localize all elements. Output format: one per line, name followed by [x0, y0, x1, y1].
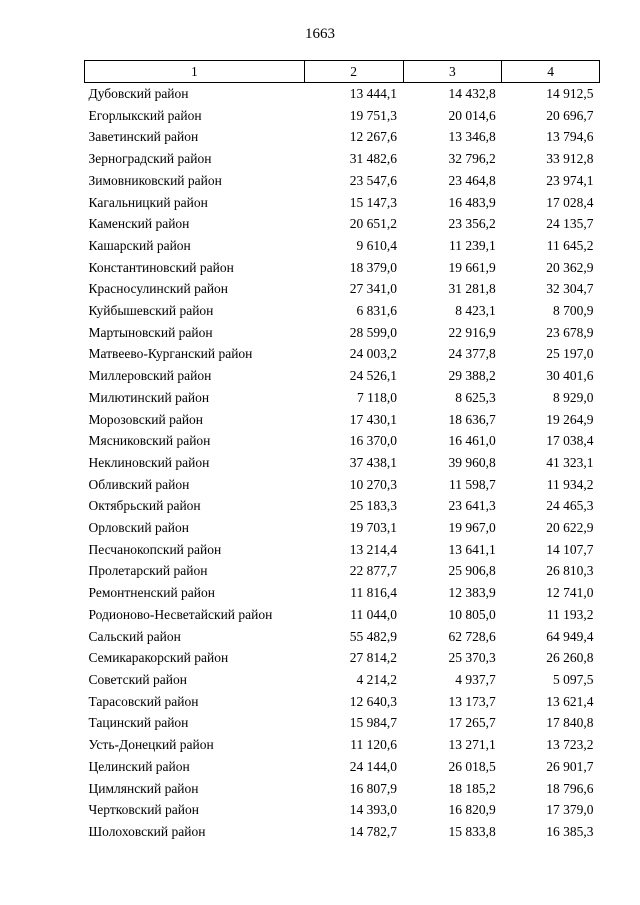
value-cell: 19 751,3	[349, 107, 398, 123]
table-header-row	[85, 61, 600, 83]
value-cell: 31 281,8	[448, 281, 496, 297]
data-table	[84, 60, 600, 843]
value-cell: 8 929,0	[553, 389, 594, 405]
district-name-cell: Заветинский район	[88, 129, 199, 145]
table-row	[85, 430, 600, 452]
value-cell: 14 107,7	[546, 541, 594, 557]
district-name-cell: Дубовский район	[88, 86, 189, 101]
value-cell: 20 651,2	[349, 216, 398, 232]
district-name-cell: Семикаракорский район	[88, 650, 229, 666]
value-cell: 24 144,0	[349, 758, 398, 774]
table-row	[85, 105, 600, 127]
table-row	[85, 539, 600, 561]
value-cell: 17 840,8	[546, 715, 594, 731]
value-cell: 10 270,3	[349, 476, 398, 492]
table-body	[85, 83, 600, 843]
value-cell: 20 362,9	[546, 259, 594, 275]
value-cell: 18 379,0	[349, 259, 398, 275]
table-row	[85, 278, 600, 300]
value-cell: 17 028,4	[546, 194, 594, 210]
district-name-cell: Усть-Донецкий район	[88, 737, 214, 753]
value-cell: 13 621,4	[546, 693, 594, 709]
value-cell: 27 341,0	[349, 281, 398, 297]
district-name-cell: Неклиновский район	[88, 454, 210, 470]
district-name-cell: Кашарский район	[88, 237, 191, 253]
value-cell: 24 377,8	[448, 346, 496, 362]
value-cell: 24 526,1	[349, 368, 398, 384]
value-cell: 13 444,1	[349, 86, 398, 101]
value-cell: 23 356,2	[448, 216, 496, 232]
value-cell: 55 482,9	[349, 628, 398, 644]
table-row	[85, 604, 600, 626]
value-cell: 17 379,0	[546, 802, 594, 818]
table-row	[85, 83, 600, 105]
table-row	[85, 517, 600, 539]
value-cell: 20 014,6	[448, 107, 496, 123]
table-row	[85, 626, 600, 648]
column-header: 2	[304, 61, 403, 83]
value-cell: 9 610,4	[356, 237, 398, 253]
value-cell: 13 173,7	[448, 693, 496, 709]
table-row	[85, 365, 600, 387]
table-row	[85, 691, 600, 713]
district-name-cell: Морозовский район	[88, 411, 204, 427]
value-cell: 11 598,7	[448, 476, 496, 492]
page-number: 1663	[305, 26, 335, 42]
table-row	[85, 343, 600, 365]
value-cell: 64 949,4	[546, 628, 594, 644]
value-cell: 12 383,9	[448, 585, 496, 601]
column-header: 1	[85, 61, 305, 83]
district-name-cell: Зимовниковский район	[88, 172, 222, 188]
value-cell: 20 622,9	[546, 520, 594, 536]
district-name-cell: Ремонтненский район	[88, 585, 215, 601]
value-cell: 17 265,7	[448, 715, 496, 731]
value-cell: 18 796,6	[546, 780, 594, 796]
value-cell: 25 183,3	[349, 498, 398, 514]
value-cell: 24 135,7	[546, 216, 594, 232]
value-cell: 37 438,1	[349, 454, 398, 470]
value-cell: 32 796,2	[448, 151, 496, 167]
table-row	[85, 647, 600, 669]
value-cell: 22 916,9	[448, 324, 496, 340]
district-name-cell: Пролетарский район	[88, 563, 208, 579]
value-cell: 25 197,0	[546, 346, 594, 362]
value-cell: 19 661,9	[448, 259, 496, 275]
value-cell: 28 599,0	[349, 324, 398, 340]
district-name-cell: Зерноградский район	[88, 151, 212, 167]
table-row	[85, 799, 600, 821]
value-cell: 24 465,3	[546, 498, 594, 514]
value-cell: 16 483,9	[448, 194, 496, 210]
value-cell: 11 044,0	[350, 606, 398, 622]
district-name-cell: Миллеровский район	[88, 368, 212, 384]
value-cell: 19 264,9	[546, 411, 594, 427]
value-cell: 31 482,6	[349, 151, 398, 167]
value-cell: 26 260,8	[546, 650, 594, 666]
district-name-cell: Тацинский район	[88, 715, 189, 731]
district-name-cell: Кагальницкий район	[88, 194, 208, 210]
table-row	[85, 257, 600, 279]
value-cell: 4 214,2	[356, 671, 398, 687]
value-cell: 15 984,7	[349, 715, 398, 731]
value-cell: 15 147,3	[349, 194, 398, 210]
table-row	[85, 322, 600, 344]
table-row	[85, 409, 600, 431]
value-cell: 41 323,1	[546, 454, 594, 470]
column-header: 3	[403, 61, 502, 83]
value-cell: 39 960,8	[448, 454, 496, 470]
table-row	[85, 582, 600, 604]
district-name-cell: Мартыновский район	[88, 324, 213, 340]
value-cell: 12 267,6	[349, 129, 398, 145]
table-row	[85, 235, 600, 257]
value-cell: 11 645,2	[546, 237, 594, 253]
value-cell: 23 547,6	[349, 172, 398, 188]
table-row	[85, 560, 600, 582]
value-cell: 7 118,0	[357, 389, 398, 405]
value-cell: 11 193,2	[546, 606, 594, 622]
table-row	[85, 778, 600, 800]
value-cell: 23 641,3	[448, 498, 496, 514]
district-name-cell: Мясниковский район	[88, 433, 211, 449]
table-row	[85, 495, 600, 517]
value-cell: 25 370,3	[448, 650, 496, 666]
value-cell: 11 239,1	[448, 237, 496, 253]
district-name-cell: Советский район	[88, 671, 187, 687]
value-cell: 15 833,8	[448, 823, 496, 839]
district-name-cell: Песчанокопский район	[88, 541, 222, 557]
value-cell: 6 831,6	[356, 303, 398, 319]
value-cell: 13 214,4	[349, 541, 398, 557]
district-name-cell: Константиновский район	[88, 259, 234, 275]
value-cell: 13 346,8	[448, 129, 496, 145]
value-cell: 26 018,5	[448, 758, 496, 774]
value-cell: 19 967,0	[448, 520, 496, 536]
table-row	[85, 821, 600, 843]
value-cell: 10 805,0	[448, 606, 496, 622]
table-row	[85, 213, 600, 235]
table-row	[85, 756, 600, 778]
district-name-cell: Красносулинский район	[88, 281, 229, 297]
district-name-cell: Тарасовский район	[88, 693, 199, 709]
value-cell: 11 934,2	[546, 476, 594, 492]
value-cell: 12 741,0	[546, 585, 594, 601]
table-row	[85, 734, 600, 756]
district-name-cell: Целинский район	[88, 758, 190, 774]
value-cell: 18 185,2	[448, 780, 496, 796]
table-row	[85, 148, 600, 170]
value-cell: 23 974,1	[546, 172, 594, 188]
district-name-cell: Егорлыкский район	[88, 107, 202, 123]
value-cell: 8 700,9	[553, 303, 594, 319]
district-name-cell: Орловский район	[88, 520, 189, 536]
value-cell: 13 723,2	[546, 737, 594, 753]
value-cell: 11 816,4	[350, 585, 398, 601]
column-header: 4	[502, 61, 600, 83]
table-row	[85, 474, 600, 496]
value-cell: 5 097,5	[553, 671, 594, 687]
value-cell: 26 810,3	[546, 563, 594, 579]
value-cell: 16 807,9	[349, 780, 398, 796]
district-name-cell: Обливский район	[88, 476, 190, 492]
value-cell: 13 641,1	[448, 541, 496, 557]
value-cell: 27 814,2	[349, 650, 398, 666]
district-name-cell: Чертковский район	[88, 802, 199, 818]
value-cell: 19 703,1	[349, 520, 398, 536]
value-cell: 32 304,7	[546, 281, 594, 297]
value-cell: 11 120,6	[350, 737, 398, 753]
value-cell: 22 877,7	[349, 563, 398, 579]
value-cell: 62 728,6	[448, 628, 496, 644]
value-cell: 16 820,9	[448, 802, 496, 818]
district-name-cell: Куйбышевский район	[88, 303, 214, 319]
value-cell: 29 388,2	[448, 368, 496, 384]
value-cell: 33 912,8	[546, 151, 594, 167]
value-cell: 8 423,1	[455, 303, 496, 319]
value-cell: 4 937,7	[455, 671, 496, 687]
district-name-cell: Милютинский район	[88, 389, 210, 405]
value-cell: 16 370,0	[349, 433, 398, 449]
value-cell: 25 906,8	[448, 563, 496, 579]
table-row	[85, 192, 600, 214]
table-row	[85, 452, 600, 474]
district-name-cell: Матвеево-Курганский район	[88, 346, 253, 362]
value-cell: 20 696,7	[546, 107, 594, 123]
district-name-cell: Октябрьский район	[88, 498, 201, 514]
value-cell: 16 385,3	[546, 823, 594, 839]
value-cell: 14 782,7	[349, 823, 398, 839]
value-cell: 24 003,2	[349, 346, 398, 362]
table-row	[85, 126, 600, 148]
district-name-cell: Родионово-Несветайский район	[88, 606, 273, 622]
value-cell: 16 461,0	[448, 433, 496, 449]
value-cell: 23 678,9	[546, 324, 594, 340]
value-cell: 26 901,7	[546, 758, 594, 774]
district-name-cell: Цимлянский район	[88, 780, 199, 796]
value-cell: 17 430,1	[349, 411, 398, 427]
value-cell: 18 636,7	[448, 411, 496, 427]
value-cell: 30 401,6	[546, 368, 594, 384]
table-row	[85, 712, 600, 734]
value-cell: 23 464,8	[448, 172, 496, 188]
table-row	[85, 387, 600, 409]
district-name-cell: Сальский район	[88, 628, 181, 644]
value-cell: 14 432,8	[448, 86, 496, 101]
value-cell: 14 393,0	[349, 802, 398, 818]
value-cell: 13 271,1	[448, 737, 496, 753]
value-cell: 8 625,3	[455, 389, 496, 405]
value-cell: 17 038,4	[546, 433, 594, 449]
district-name-cell: Каменский район	[88, 216, 190, 232]
district-name-cell: Шолоховский район	[88, 823, 206, 839]
value-cell: 13 794,6	[546, 129, 594, 145]
value-cell: 12 640,3	[349, 693, 398, 709]
table-row	[85, 669, 600, 691]
table-row	[85, 300, 600, 322]
table-row	[85, 170, 600, 192]
value-cell: 14 912,5	[546, 86, 594, 101]
